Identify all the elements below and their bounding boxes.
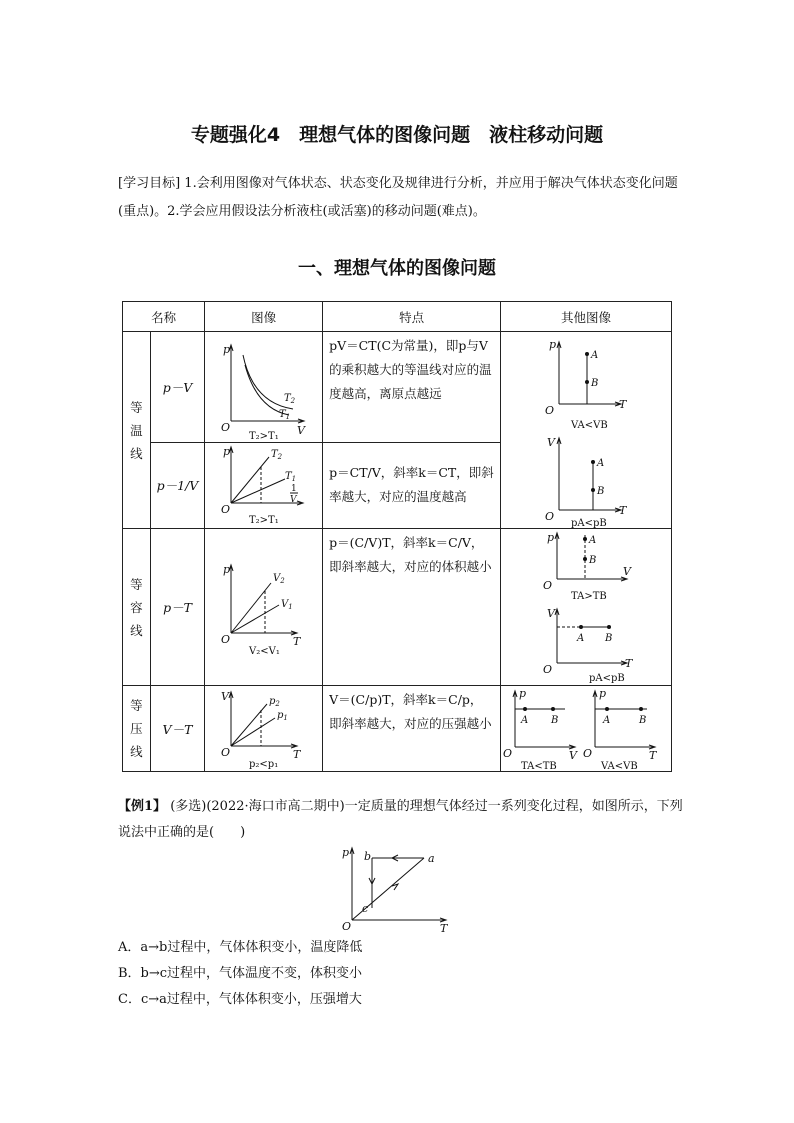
row-name-pv: p－V <box>150 332 204 443</box>
pv-caption: T₂>T₁ <box>249 430 279 441</box>
section-title: 一、理想气体的图像问题 <box>298 258 496 279</box>
svg-text:A: A <box>597 458 605 469</box>
example-pt-diagram <box>332 842 456 934</box>
svg-text:p: p <box>549 338 557 351</box>
group-isothermal <box>123 332 151 529</box>
svg-text:V: V <box>547 607 555 620</box>
other-caption-5: TA<TB <box>521 760 557 771</box>
svg-text:O: O <box>543 579 553 592</box>
svg-text:O: O <box>583 746 593 760</box>
svg-text:p: p <box>223 342 231 356</box>
svg-text:T: T <box>625 657 633 670</box>
svg-text:p1: $p_1$ <box>277 709 289 722</box>
gas-graph-table <box>122 301 672 772</box>
header-name: 名称 <box>123 302 205 332</box>
svg-text:V: V <box>297 423 306 437</box>
svg-text:T: T <box>649 748 657 762</box>
svg-text:B: B <box>605 633 613 644</box>
feature-p1v: p＝CT/V，斜率k＝CT，即斜率越大，对应的温度越高 <box>323 442 501 528</box>
option-c: C．c→a过程中，气体体积变小，压强增大 <box>118 992 362 1007</box>
svg-text:O: O <box>342 920 352 933</box>
svg-text:p: p <box>519 686 527 700</box>
group-label: 等 温 线 <box>130 399 143 461</box>
svg-text:O: O <box>545 404 555 417</box>
example-label: 【例1】 <box>118 799 167 814</box>
other-caption-1: VA<VB <box>571 420 608 431</box>
group-label: 等 容 线 <box>130 576 143 638</box>
svg-text:B: B <box>591 378 599 389</box>
other-caption-6: VA<VB <box>601 760 638 771</box>
table-row <box>123 686 672 772</box>
example-text: 一定质量的理想气体经过一系列变化过程，如图所示，下列说法中正确的是( ) <box>118 799 683 840</box>
graph-pv <box>205 332 323 443</box>
svg-text:V: V <box>221 689 230 703</box>
svg-text:a: a <box>428 852 435 865</box>
svg-text:V1: $V_1$ <box>281 599 293 611</box>
svg-text:O: O <box>221 633 231 646</box>
svg-text:A: A <box>521 714 529 726</box>
svg-text:A: A <box>603 714 611 726</box>
row-name-p1v: p－1/V <box>150 442 204 528</box>
pv-graph-svg <box>205 333 322 441</box>
page-title: 专题强化4 理想气体的图像问题 液柱移动问题 <box>190 124 604 146</box>
svg-text:B: B <box>597 486 605 497</box>
svg-text:A: A <box>589 535 597 546</box>
svg-text:A: A <box>577 633 585 644</box>
option-a: A．a→b过程中，气体体积变小，温度降低 <box>118 940 363 955</box>
goal-text: 1.会利用图像对气体状态、状态变化及规律进行分析，并应用于解决气体状态变化问题(重点)。2.学会应用假设法分析液柱(或活塞)的移动问题(难点)。 <box>118 176 678 219</box>
group-label: 等 压 线 <box>130 698 143 759</box>
svg-text:B: B <box>639 714 647 726</box>
svg-text:T: T <box>293 747 301 761</box>
svg-text:O: O <box>221 420 231 434</box>
svg-text:T: T <box>619 398 627 411</box>
svg-text:c: c <box>362 902 369 915</box>
svg-text:b: b <box>364 850 372 863</box>
graph-vt <box>205 686 323 772</box>
svg-text:p: p <box>223 445 231 459</box>
svg-text:V: V <box>290 495 297 506</box>
svg-text:O: O <box>221 503 231 517</box>
option-b: B．b→c过程中，气体温度不变，体积变小 <box>118 966 363 981</box>
svg-text:T2: $T_2$ <box>271 449 283 462</box>
table-header-row <box>123 302 672 332</box>
header-feature: 特点 <box>323 302 501 332</box>
svg-text:p: p <box>223 563 231 576</box>
feature-vt: V＝(C/p)T，斜率k＝C/p，即斜率越大，对应的压强越小 <box>323 686 501 772</box>
other-caption-2: pA<pB <box>571 518 607 528</box>
svg-text:p: p <box>342 846 350 859</box>
svg-text:p: p <box>547 531 555 544</box>
svg-text:V: V <box>569 748 577 762</box>
goal-tag: [学习目标] <box>118 176 181 191</box>
pt-caption: V₂<V₁ <box>249 646 280 657</box>
svg-text:O: O <box>545 510 555 523</box>
svg-text:T1: $T_1$ <box>285 471 297 484</box>
group-isobaric <box>123 686 151 772</box>
feature-pv: pV＝CT(C为常量)，即p与V的乘积越大的等温线对应的温度越高，离原点越远 <box>323 332 501 443</box>
vt-graph-svg <box>205 688 322 770</box>
svg-text:p: p <box>599 686 607 700</box>
isobaric-other-svg <box>501 687 671 771</box>
svg-text:T: T <box>293 635 301 648</box>
isothermal-other-svg <box>501 332 671 528</box>
row-name-pt: p－T <box>150 529 204 686</box>
svg-text:T: T <box>619 504 627 517</box>
feature-pt: p＝(C/V)T，斜率k＝C/V，即斜率越大，对应的体积越小 <box>323 529 501 686</box>
learning-goal <box>118 170 688 226</box>
p1v-graph-svg <box>205 443 322 527</box>
other-isobaric <box>501 686 672 772</box>
svg-text:T: T <box>440 922 448 934</box>
row-name-vt: V－T <box>150 686 204 772</box>
header-other: 其他图像 <box>501 302 672 332</box>
graph-p1v <box>205 442 323 528</box>
svg-text:O: O <box>543 663 553 676</box>
group-isochoric <box>123 529 151 686</box>
isochoric-other-svg <box>501 529 671 685</box>
p1v-caption: T₂>T₁ <box>249 515 279 527</box>
svg-text:B: B <box>589 555 597 566</box>
svg-text:V2: $V_2$ <box>273 573 285 585</box>
svg-text:T2: $T_2$ <box>284 392 296 405</box>
svg-text:V: V <box>623 565 631 578</box>
svg-text:O: O <box>503 746 513 760</box>
example-1 <box>118 794 688 846</box>
example-tag: (多选) <box>170 799 207 814</box>
example-source: (2022·海口市高二期中) <box>206 799 345 814</box>
pt-graph-svg <box>205 557 322 657</box>
svg-text:V: V <box>547 436 555 449</box>
svg-text:B: B <box>551 714 559 726</box>
other-caption-3: TA>TB <box>571 591 607 602</box>
svg-text:A: A <box>591 350 599 361</box>
other-caption-4: pA<pB <box>589 673 625 684</box>
svg-text:1: 1 <box>291 484 297 495</box>
header-graph: 图像 <box>205 302 323 332</box>
vt-caption: p₂<p₁ <box>249 758 279 770</box>
graph-pt <box>205 529 323 686</box>
svg-text:O: O <box>221 745 231 759</box>
table-row <box>123 332 672 443</box>
other-isothermal <box>501 332 672 529</box>
svg-text:p2: $p_2$ <box>269 695 281 708</box>
table-row <box>123 529 672 686</box>
other-isochoric <box>501 529 672 686</box>
svg-text:T1: $T_1$ <box>279 408 291 421</box>
